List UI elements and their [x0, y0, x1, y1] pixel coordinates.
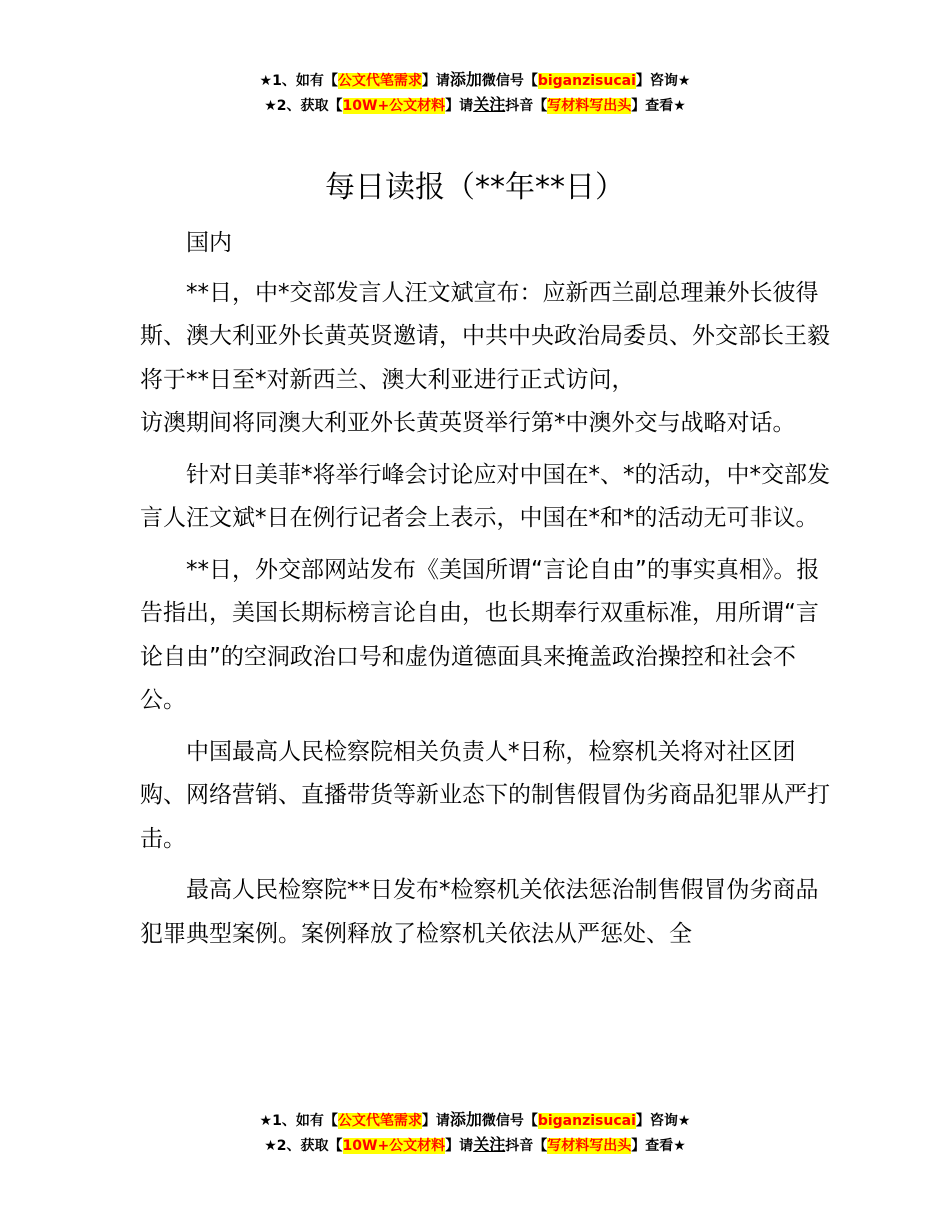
paragraph: 最高人民检察院**日发布*检察机关依法惩治制售假冒伪劣商品犯罪典型案例。案例释放了检察机关依法从严惩处、全 — [140, 877, 819, 947]
banner-text: 】咨询★ — [635, 73, 691, 89]
banner-text: 抖音【 — [505, 98, 548, 114]
banner-text: 】咨询★ — [635, 1113, 691, 1129]
banner-text: ★2、获取【 — [264, 1138, 343, 1154]
section-heading: 国内 — [186, 230, 232, 256]
banner-text: 添加 — [449, 1110, 482, 1129]
banner-text: 】请 — [445, 1138, 474, 1154]
banner-text: 】查看★ — [631, 98, 686, 114]
banner-text: 】请 — [445, 98, 474, 114]
banner-text: 】请 — [421, 1113, 450, 1129]
banner-highlight: 公文代笔需求 — [337, 1113, 422, 1129]
banner-highlight: 10W+公文材料 — [342, 98, 446, 114]
banner-text: 关注 — [473, 95, 506, 114]
banner-highlight: 写材料写出头 — [547, 1138, 632, 1154]
banner-line-1 — [0, 1108, 950, 1133]
banner-text: ★1、如有【 — [259, 73, 338, 89]
paragraph: 针对日美菲*将举行峰会讨论应对中国在*、*的活动，中*交部发言人汪文斌*日在例行记者会上表示，中国在*和*的活动无可非议。 — [140, 461, 830, 531]
document-title: 每日读报（**年**日） — [325, 170, 625, 205]
document-body — [140, 222, 830, 964]
footer-banner — [0, 1108, 950, 1158]
banner-text: 】查看★ — [631, 1138, 686, 1154]
banner-text: 添加 — [449, 70, 482, 89]
banner-highlight: 10W+公文材料 — [342, 1138, 446, 1154]
paragraph: **日，中*交部发言人汪文斌宣布：应新西兰副总理兼外长彼得斯、澳大利亚外长黄英贤邀请，中共中央政治局委员、外交部长王毅将于**日至*对新西兰、澳大利亚进行正式访问， 访澳期间将同澳大利亚外长黄英贤举行第*中澳外交与战略对话。 — [140, 279, 830, 436]
banner-line-2 — [0, 93, 950, 118]
header-banner — [0, 68, 950, 118]
banner-text: 关注 — [473, 1135, 506, 1154]
banner-text: 】请 — [421, 73, 450, 89]
banner-text: 抖音【 — [505, 1138, 548, 1154]
banner-text: ★2、获取【 — [264, 98, 343, 114]
banner-text: ★1、如有【 — [259, 1113, 338, 1129]
banner-text: 微信号【 — [481, 1113, 538, 1129]
banner-highlight: 写材料写出头 — [547, 98, 632, 114]
paragraph: **日，外交部网站发布《美国所谓“言论自由”的事实真相》。报告指出，美国长期标榜言论自由，也长期奉行双重标准，用所谓“言论自由”的空洞政治口号和虚伪道德面具来掩盖政治操控和社会不公。 — [140, 556, 820, 713]
banner-line-1 — [0, 68, 950, 93]
banner-text: 微信号【 — [481, 73, 538, 89]
banner-highlight: biganzisucai — [537, 1113, 636, 1129]
banner-line-2 — [0, 1133, 950, 1158]
banner-highlight: biganzisucai — [537, 73, 636, 89]
paragraph: 中国最高人民检察院相关负责人*日称，检察机关将对社区团购、网络营销、直播带货等新业态下的制售假冒伪劣商品犯罪从严打击。 — [140, 738, 830, 852]
banner-highlight: 公文代笔需求 — [337, 73, 422, 89]
